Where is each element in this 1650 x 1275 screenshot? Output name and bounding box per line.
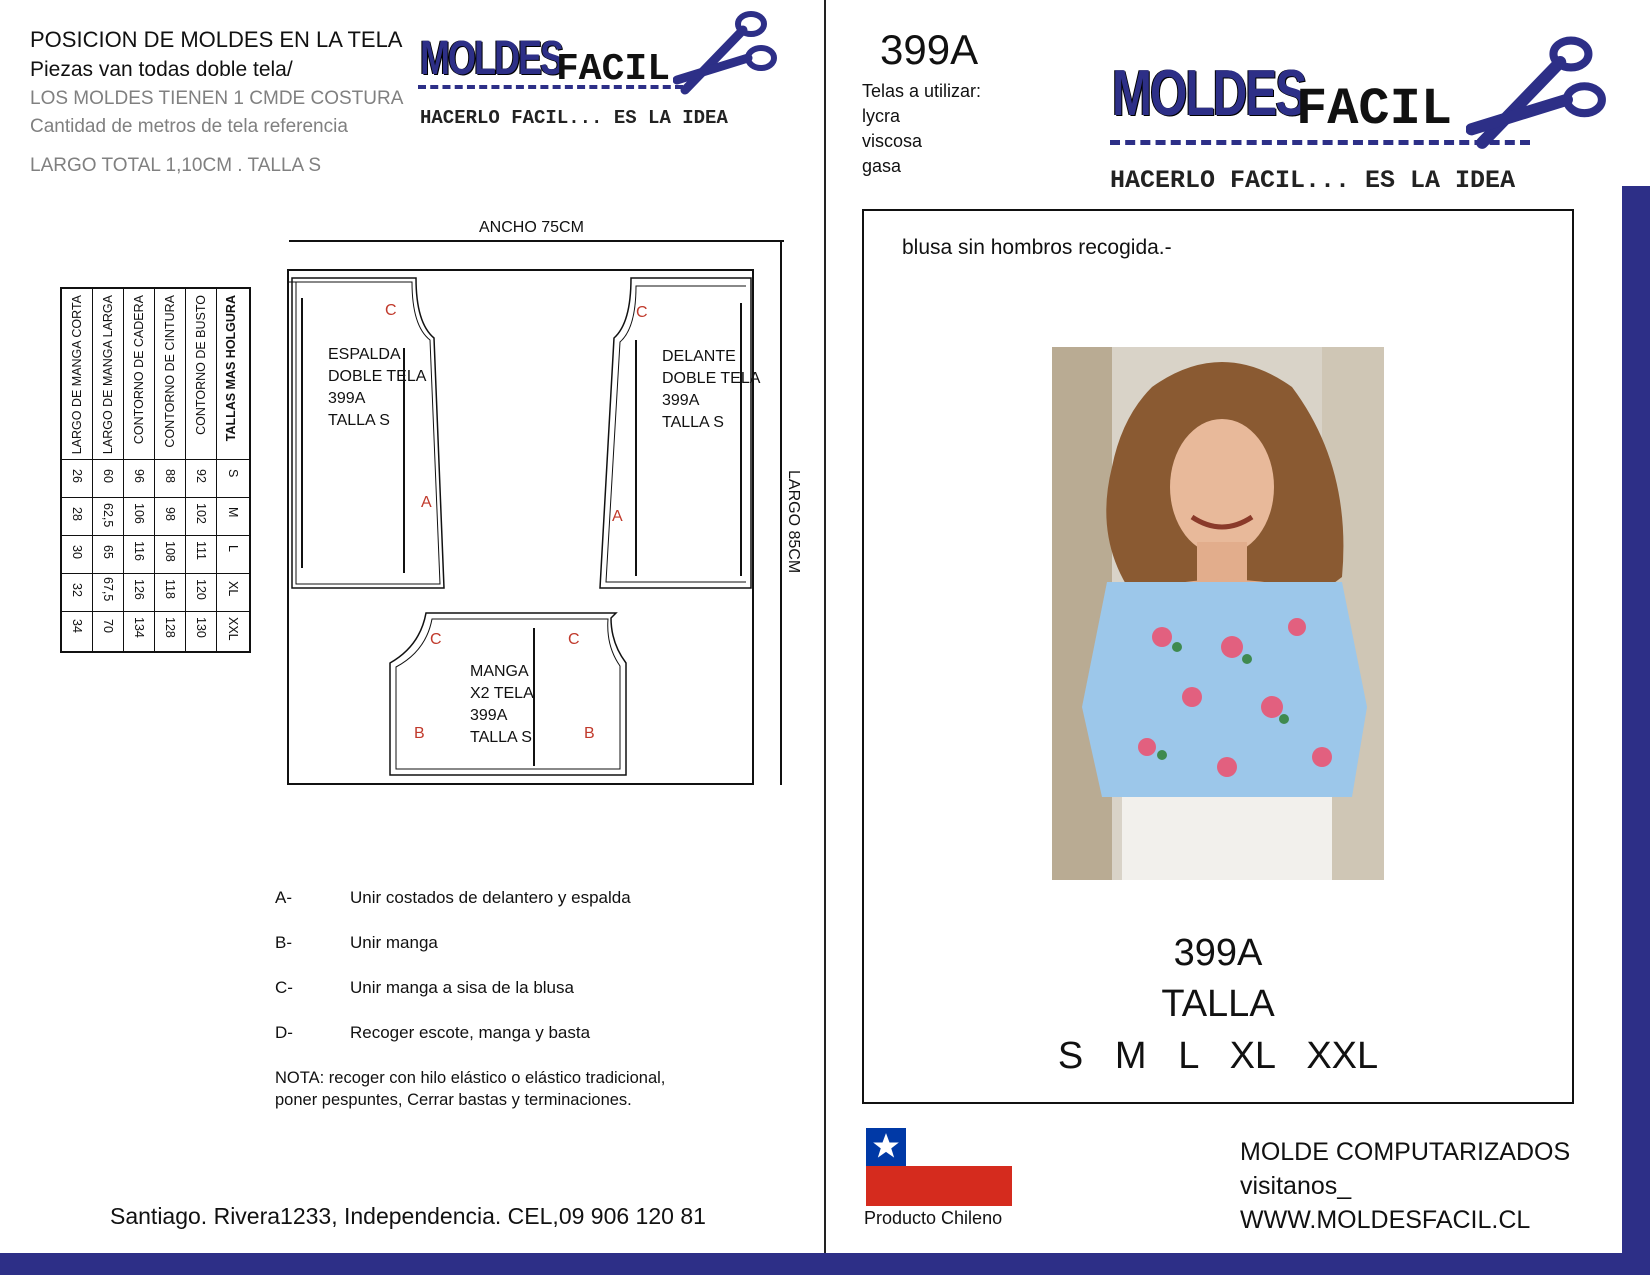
- size-header: XXL: [226, 617, 240, 641]
- table-cell: 102: [194, 503, 208, 524]
- instruction-key: D-: [275, 1023, 293, 1042]
- header-line-4: Cantidad de metros de tela referencia: [30, 116, 348, 137]
- seam-mark-b: B: [584, 725, 595, 742]
- fabric-item: lycra: [862, 106, 901, 126]
- model-code: 399A: [880, 26, 979, 73]
- bottom-accent-bar: [0, 1253, 1650, 1275]
- chile-flag: [866, 1128, 1012, 1208]
- size-header: L: [226, 545, 240, 552]
- brand-logo-right: [1110, 58, 1630, 198]
- table-cell: 106: [132, 503, 146, 524]
- piece-label-sleeve: MANGA X2 TELA 399A TALLA S: [470, 663, 534, 746]
- table-cell: 65: [101, 545, 115, 559]
- width-dimension-line: [289, 240, 784, 242]
- flag-red-band: [866, 1166, 1012, 1206]
- row-label-cintura: CONTORNO DE CINTURA: [163, 295, 177, 448]
- seam-mark-c: C: [385, 302, 397, 319]
- table-header-title: TALLAS MAS HOLGURA: [224, 295, 238, 442]
- flag-caption: Producto Chileno: [864, 1208, 1003, 1228]
- table-cell: 134: [132, 617, 146, 638]
- seam-mark-a: A: [612, 508, 623, 525]
- length-label: LARGO 85CM: [785, 470, 802, 574]
- table-cell: 32: [70, 583, 84, 597]
- talla-block: [862, 983, 1574, 1026]
- table-cell: 96: [132, 469, 146, 483]
- fabric-item: viscosa: [862, 131, 923, 151]
- table-cell: 120: [194, 579, 208, 600]
- piece-label-back: ESPALDA DOBLE TELA 399A TALLA S: [328, 346, 427, 429]
- table-cell: 92: [194, 469, 208, 483]
- instruction-text: Recoger escote, manga y basta: [350, 1023, 591, 1042]
- size-header: XL: [226, 581, 240, 597]
- table-cell: 62,5: [101, 503, 115, 528]
- scissors-icon: [1466, 32, 1614, 154]
- fabrics-title: Telas a utilizar:: [862, 81, 982, 101]
- table-cell: 111: [194, 541, 208, 561]
- logo-tagline: HACERLO FACIL... ES LA IDEA: [1110, 166, 1516, 195]
- instruction-key: A-: [275, 888, 292, 907]
- sizes-block: [862, 1035, 1574, 1078]
- talla-label: TALLA: [1161, 983, 1275, 1025]
- note-line-2: poner pespuntes, Cerrar bastas y terminaciones.: [275, 1091, 632, 1109]
- table-cell: 118: [163, 579, 177, 599]
- table-cell: 98: [163, 507, 177, 521]
- brand-logo-left: [418, 29, 798, 135]
- seam-mark-a: A: [421, 494, 432, 511]
- product-code-large: [862, 932, 1574, 975]
- logo-word-facil: FACIL: [556, 48, 671, 91]
- table-cell: 130: [194, 617, 208, 638]
- header-line-5: LARGO TOTAL 1,10CM . TALLA S: [30, 155, 322, 176]
- seam-mark-c: C: [430, 631, 442, 648]
- header-line-1: POSICION DE MOLDES EN LA TELA: [30, 27, 403, 52]
- note-line-1: NOTA: recoger con hilo elástico o elástico tradicional,: [275, 1069, 666, 1087]
- sizes-line: S M L XL XXL: [1057, 1035, 1379, 1077]
- instruction-key: B-: [275, 933, 292, 952]
- logo-word-facil: FACIL: [1296, 80, 1453, 139]
- scissors-icon: [673, 8, 783, 98]
- size-header: S: [226, 469, 240, 478]
- instruction-text: Unir manga: [350, 933, 438, 952]
- page-divider: [824, 0, 826, 1255]
- table-cell: 30: [70, 545, 84, 559]
- instruction-text: Unir manga a sisa de la blusa: [350, 978, 574, 997]
- big-model-code: 399A: [1173, 932, 1263, 974]
- row-label-manga-larga: LARGO DE MANGA LARGA: [101, 295, 115, 455]
- model-photo-illustration: [1052, 347, 1384, 880]
- table-cell: 126: [132, 579, 146, 600]
- size-table: [60, 287, 251, 653]
- table-cell: 88: [163, 469, 177, 483]
- size-header: M: [226, 507, 240, 518]
- logo-word-moldes: MOLDES: [1112, 58, 1306, 130]
- logo-dashes: [418, 85, 683, 89]
- table-cell: 26: [70, 469, 84, 483]
- footer-address: Santiago. Rivera1233, Independencia. CEL,09 906 120 81: [110, 1203, 706, 1229]
- table-cell: 128: [163, 617, 177, 638]
- row-label-manga-corta: LARGO DE MANGA CORTA: [70, 295, 84, 455]
- instruction-key: C-: [275, 978, 293, 997]
- table-cell: 70: [101, 619, 115, 633]
- header-line-2: Piezas van todas doble tela/: [30, 58, 293, 81]
- promo-line-1: MOLDE COMPUTARIZADOS: [1240, 1138, 1571, 1166]
- table-cell: 28: [70, 507, 84, 521]
- star-icon: [872, 1132, 900, 1160]
- logo-word-moldes: MOLDES: [420, 29, 563, 85]
- table-cell: 67,5: [101, 577, 115, 602]
- length-dimension-line: [780, 240, 782, 785]
- logo-tagline: HACERLO FACIL... ES LA IDEA: [420, 107, 728, 129]
- width-label: ANCHO 75CM: [479, 219, 584, 236]
- right-accent-bar: [1622, 186, 1650, 1255]
- header-line-3: LOS MOLDES TIENEN 1 CMDE COSTURA: [30, 88, 404, 109]
- model-photo: [1052, 347, 1384, 880]
- table-cell: 116: [132, 541, 146, 561]
- row-label-cadera: CONTORNO DE CADERA: [132, 295, 146, 445]
- promo-website: WWW.MOLDESFACIL.CL: [1240, 1206, 1531, 1234]
- row-label-busto: CONTORNO DE BUSTO: [194, 295, 208, 435]
- seam-mark-c: C: [636, 304, 648, 321]
- product-description: blusa sin hombros recogida.-: [902, 236, 1172, 259]
- fabric-item: gasa: [862, 156, 902, 176]
- instruction-text: Unir costados de delantero y espalda: [350, 888, 631, 907]
- table-cell: 108: [163, 541, 177, 562]
- seam-mark-b: B: [414, 725, 425, 742]
- table-cell: 34: [70, 619, 84, 633]
- piece-label-front: DELANTE DOBLE TELA 399A TALLA S: [662, 348, 761, 431]
- promo-line-2: visitanos_: [1240, 1172, 1352, 1200]
- seam-mark-c: C: [568, 631, 580, 648]
- table-cell: 60: [101, 469, 115, 483]
